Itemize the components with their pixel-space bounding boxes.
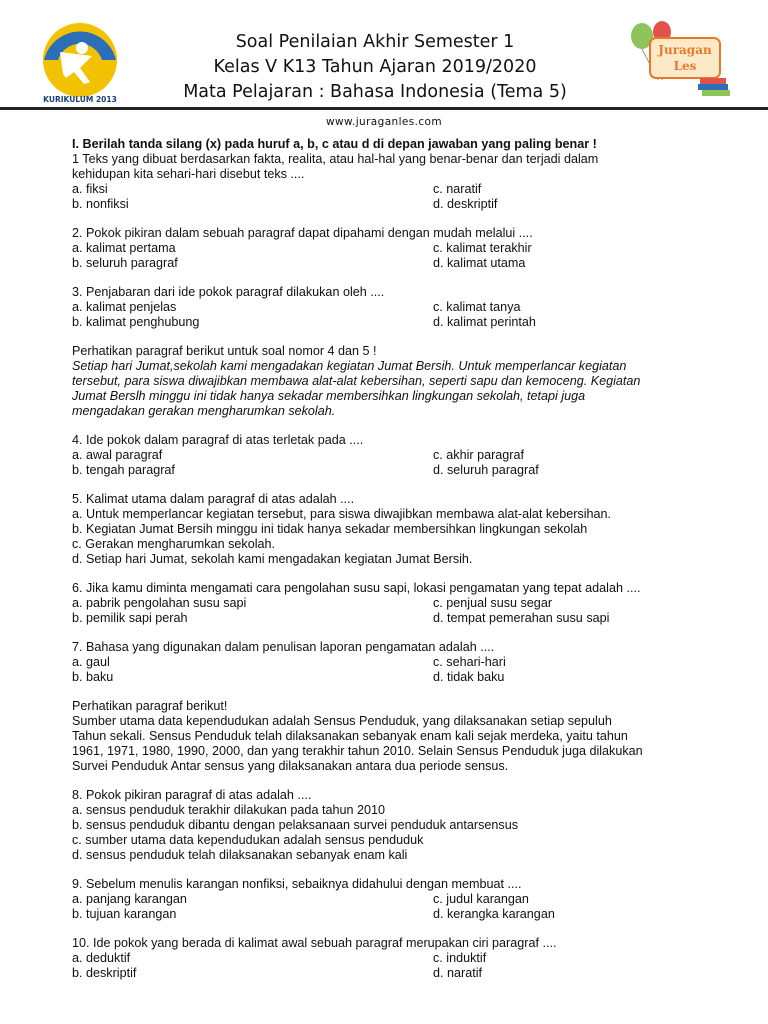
book-icon-2: [700, 78, 726, 84]
q1-option-a[interactable]: a. fiksi: [72, 182, 108, 196]
q3-text: 3. Penjabaran dari ide pokok paragraf dilakukan oleh ....: [72, 285, 385, 299]
q9-option-a[interactable]: a. panjang karangan: [72, 892, 187, 906]
logo-right-text-2: Les: [673, 59, 697, 73]
q8-option-b[interactable]: b. sensus penduduk dibantu dengan pelaksanaan survei penduduk antarsensus: [72, 818, 519, 832]
title-line-3: Mata Pelajaran : Bahasa Indonesia (Tema 5): [183, 82, 567, 102]
q1-option-d[interactable]: d. deskriptif: [433, 197, 498, 211]
q6-option-a[interactable]: a. pabrik pengolahan susu sapi: [72, 596, 247, 610]
q2-option-b[interactable]: b. seluruh paragraf: [72, 256, 178, 270]
website-url: www.juraganles.com: [325, 116, 443, 128]
q9-option-c[interactable]: c. judul karangan: [433, 892, 529, 906]
book-icon-3: [702, 90, 730, 96]
q9-options-row-1: [72, 892, 732, 907]
q3-option-b[interactable]: b. kalimat penghubung: [72, 315, 200, 329]
title-line-2: Kelas V K13 Tahun Ajaran 2019/2020: [213, 57, 537, 77]
q9-option-d[interactable]: d. kerangka karangan: [433, 907, 555, 921]
q6-options-row-2: [72, 611, 732, 626]
q10-options-row-2: [72, 966, 732, 981]
q1-option-c[interactable]: c. naratif: [433, 182, 482, 196]
kurikulum-logo: [30, 18, 135, 108]
question-content: [72, 137, 732, 981]
q7-option-d[interactable]: d. tidak baku: [433, 670, 505, 684]
q9-option-b[interactable]: b. tujuan karangan: [72, 907, 177, 921]
title-line-1: Soal Penilaian Akhir Semester 1: [235, 32, 515, 52]
q7-option-c[interactable]: c. sehari-hari: [433, 655, 506, 669]
q2-option-d[interactable]: d. kalimat utama: [433, 256, 526, 270]
q7-options-row-1: [72, 655, 732, 670]
book-icon: [698, 84, 728, 90]
q8-option-a[interactable]: a. sensus penduduk terakhir dilakukan pada tahun 2010: [72, 803, 385, 817]
q7-text: 7. Bahasa yang digunakan dalam penulisan laporan pengamatan adalah ....: [72, 640, 495, 654]
q5-option-d[interactable]: d. Setiap hari Jumat, sekolah kami mengadakan kegiatan Jumat Bersih.: [72, 552, 473, 566]
q10-options-row-1: [72, 951, 732, 966]
q5-option-c[interactable]: c. Gerakan mengharumkan sekolah.: [72, 537, 276, 551]
passage2-line-3: 1961, 1971, 1980, 1990, 2000, dan yang terakhir tahun 2010. Selain Sensus Penduduk juga dilakukan: [72, 744, 643, 758]
q9-options-row-2: [72, 907, 732, 922]
q6-text: 6. Jika kamu diminta mengamati cara pengolahan susu sapi, lokasi pengamatan yang tepat adalah ....: [72, 581, 641, 595]
q4-options-row-1: [72, 448, 732, 463]
q10-option-a[interactable]: a. deduktif: [72, 951, 131, 965]
passage1-line-2: tersebut, para siswa diwajibkan membawa alat-alat kebersihan, seperti sapu dan kemoceng. Kegiatan: [72, 374, 641, 388]
passage1-line-4: mengadakan gerakan mengharumkan sekolah.: [72, 404, 336, 418]
juragan-les-logo: [628, 20, 738, 105]
passage1-line-1: Setiap hari Jumat,sekolah kami mengadakan kegiatan Jumat Bersih. Untuk memperlancar kegiatan: [72, 359, 627, 373]
passage1-line-3: Jumat Berslh minggu ini tidak hanya sekadar membersihkan lingkungan sekolah, tetapi juga: [72, 389, 586, 403]
page-header: [0, 0, 768, 112]
q3-options-row-2: [72, 315, 732, 330]
q9-text: 9. Sebelum menulis karangan nonfiksi, sebaiknya didahului dengan membuat ....: [72, 877, 522, 891]
q3-option-d[interactable]: d. kalimat perintah: [433, 315, 536, 329]
q8-option-d[interactable]: d. sensus penduduk telah dilaksanakan sebanyak enam kali: [72, 848, 408, 862]
q4-option-c[interactable]: c. akhir paragraf: [433, 448, 524, 462]
q7-options-row-2: [72, 670, 732, 685]
passage2-line-1: Sumber utama data kependudukan adalah Sensus Penduduk, yang dilaksanakan setiap sepuluh: [72, 714, 612, 728]
logo-right-text-1: Juragan: [658, 43, 712, 57]
q8-text: 8. Pokok pikiran paragraf di atas adalah ....: [72, 788, 312, 802]
q10-text: 10. Ide pokok yang berada di kalimat awal sebuah paragraf merupakan ciri paragraf ....: [72, 936, 557, 950]
q5-option-a[interactable]: a. Untuk memperlancar kegiatan tersebut, para siswa diwajibkan membawa alat-alat kebersihan.: [72, 507, 612, 521]
q1-text-2: kehidupan kita sehari-hari disebut teks ....: [72, 167, 305, 181]
q10-option-b[interactable]: b. deskriptif: [72, 966, 137, 980]
q6-options-row-1: [72, 596, 732, 611]
q7-option-b[interactable]: b. baku: [72, 670, 114, 684]
q4-options-row-2: [72, 463, 732, 478]
q3-option-c[interactable]: c. kalimat tanya: [433, 300, 521, 314]
q7-option-a[interactable]: a. gaul: [72, 655, 110, 669]
q6-option-b[interactable]: b. pemilik sapi perah: [72, 611, 188, 625]
passage2-line-4: Survei Penduduk Antar sensus yang dilaksanakan antara dua periode sensus.: [72, 759, 509, 773]
q10-option-c[interactable]: c. induktif: [433, 951, 487, 965]
q2-option-a[interactable]: a. kalimat pertama: [72, 241, 176, 255]
q4-option-b[interactable]: b. tengah paragraf: [72, 463, 175, 477]
header-divider: [0, 107, 768, 110]
q2-text: 2. Pokok pikiran dalam sebuah paragraf dapat dipahami dengan mudah melalui ....: [72, 226, 533, 240]
passage2-line-2: Tahun sekali. Sensus Penduduk telah dilaksanakan sebanyak enam kali sejak merdeka, yaitu tahun: [72, 729, 628, 743]
passage2-intro: Perhatikan paragraf berikut!: [72, 699, 228, 713]
q10-option-d[interactable]: d. naratif: [433, 966, 483, 980]
q2-options-row-1: [72, 241, 732, 256]
logo-left-text: KURIKULUM 2013: [43, 95, 117, 104]
q6-option-d[interactable]: d. tempat pemerahan susu sapi: [433, 611, 610, 625]
q2-options-row-2: [72, 256, 732, 271]
q1-options-row-2: [72, 197, 732, 212]
logo-figure-head: [76, 42, 88, 54]
q8-option-c[interactable]: c. sumber utama data kependudukan adalah sensus penduduk: [72, 833, 424, 847]
q5-text: 5. Kalimat utama dalam paragraf di atas adalah ....: [72, 492, 355, 506]
document-title-block: [130, 30, 620, 105]
q4-option-a[interactable]: a. awal paragraf: [72, 448, 163, 462]
q3-option-a[interactable]: a. kalimat penjelas: [72, 300, 177, 314]
passage1-intro: Perhatikan paragraf berikut untuk soal nomor 4 dan 5 !: [72, 344, 377, 358]
q5-option-b[interactable]: b. Kegiatan Jumat Bersih minggu ini tidak hanya sekadar membersihkan lingkungan sekolah: [72, 522, 588, 536]
q2-option-c[interactable]: c. kalimat terakhir: [433, 241, 532, 255]
q6-option-c[interactable]: c. penjual susu segar: [433, 596, 553, 610]
q4-option-d[interactable]: d. seluruh paragraf: [433, 463, 539, 477]
instructions: I. Berilah tanda silang (x) pada huruf a, b, c atau d di depan jawaban yang paling benar !: [72, 137, 597, 151]
q1-option-b[interactable]: b. nonfiksi: [72, 197, 129, 211]
q3-options-row-1: [72, 300, 732, 315]
q1-text-1: 1 Teks yang dibuat berdasarkan fakta, realita, atau hal-hal yang benar-benar dan terjadi dalam: [72, 152, 599, 166]
q1-options-row-1: [72, 182, 732, 197]
q4-text: 4. Ide pokok dalam paragraf di atas terletak pada ....: [72, 433, 364, 447]
